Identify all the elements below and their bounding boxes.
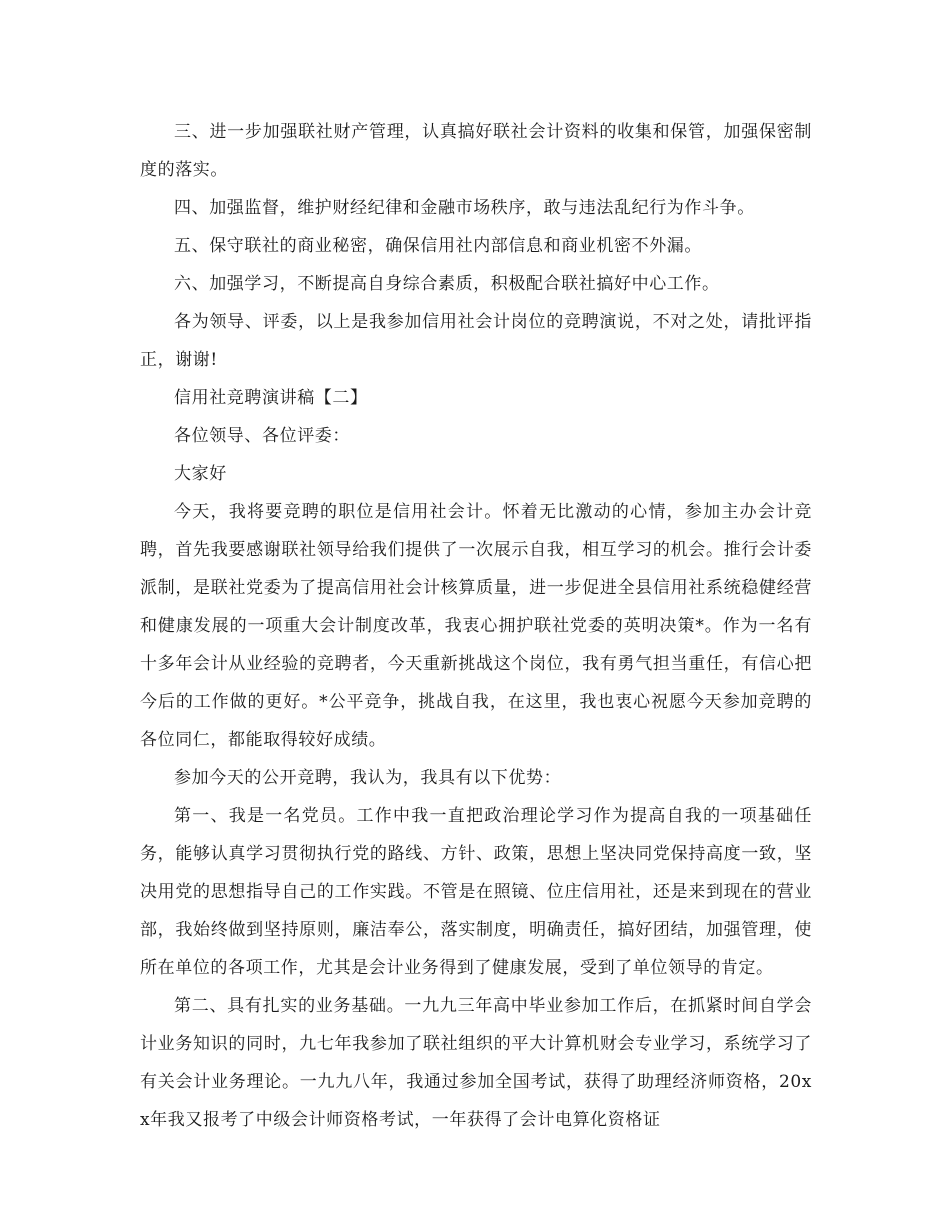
document-page [140, 113, 812, 1139]
advantages-lead: 参加今天的公开竞聘，我认为，我具有以下优势： [174, 768, 562, 788]
paragraph-item-6: 六、加强学习，不断提高自身综合素质，积极配合联社搞好中心工作。 [174, 274, 720, 294]
advantage-one-paragraph: 第一、我是一名党员。工作中我一直把政治理论学习作为提高自我的一项基础任务，能够认真学习贯彻执行党的路线、方针、政策，思想上坚决同党保持高度一致，坚决用党的思想指导自己的工作实践。不管是在照镜、位庄信用社，还是来到现在的营业部，我始终做到坚持原则，廉洁奉公，落实制度，明确责任，搞好团结，加强管理，使所在单位的各项工作，尤其是会计业务得到了健康发展，受到了单位领导的肯定。 [140, 806, 812, 978]
closing-paragraph: 各为领导、评委，以上是我参加信用社会计岗位的竞聘演说，不对之处，请批评指正，谢谢! [140, 312, 812, 370]
advantage-two-paragraph: 第二、具有扎实的业务基础。一九九三年高中毕业参加工作后，在抓紧时间自学会计业务知识的同时，九七年我参加了联社组织的平大计算机财会专业学习，系统学习了有关会计业务理论。一九九八年，我通过参加全国考试，获得了助理经济师资格，20xx年我又报考了中级会计师资格考试，一年获得了会计电算化资格证 [140, 996, 812, 1130]
intro-paragraph: 今天，我将要竞聘的职位是信用社会计。怀着无比激动的心情，参加主办会计竞聘，首先我要感谢联社领导给我们提供了一次展示自我，相互学习的机会。推行会计委派制，是联社党委为了提高信用社会计核算质量，进一步促进全县信用社系统稳健经营和健康发展的一项重大会计制度改革，我衷心拥护联社党委的英明决策*。作为一名有十多年会计从业经验的竞聘者，今天重新挑战这个岗位，我有勇气担当重任，有信心把今后的工作做的更好。*公平竞争，挑战自我，在这里，我也衷心祝愿今天参加竞聘的各位同仁，都能取得较好成绩。 [140, 502, 812, 750]
paragraph-item-4: 四、加强监督，维护财经纪律和金融市场秩序，敢与违法乱纪行为作斗争。 [174, 198, 755, 218]
salutation: 各位领导、各位评委： [174, 426, 350, 446]
paragraph-item-5: 五、保守联社的商业秘密，确保信用社内部信息和商业机密不外漏。 [174, 236, 702, 256]
paragraph-item-3: 三、进一步加强联社财产管理，认真搞好联社会计资料的收集和保管，加强保密制度的落实。 [140, 122, 812, 180]
greeting: 大家好 [174, 464, 227, 484]
section-title: 信用社竞聘演讲稿【二】 [174, 388, 368, 408]
